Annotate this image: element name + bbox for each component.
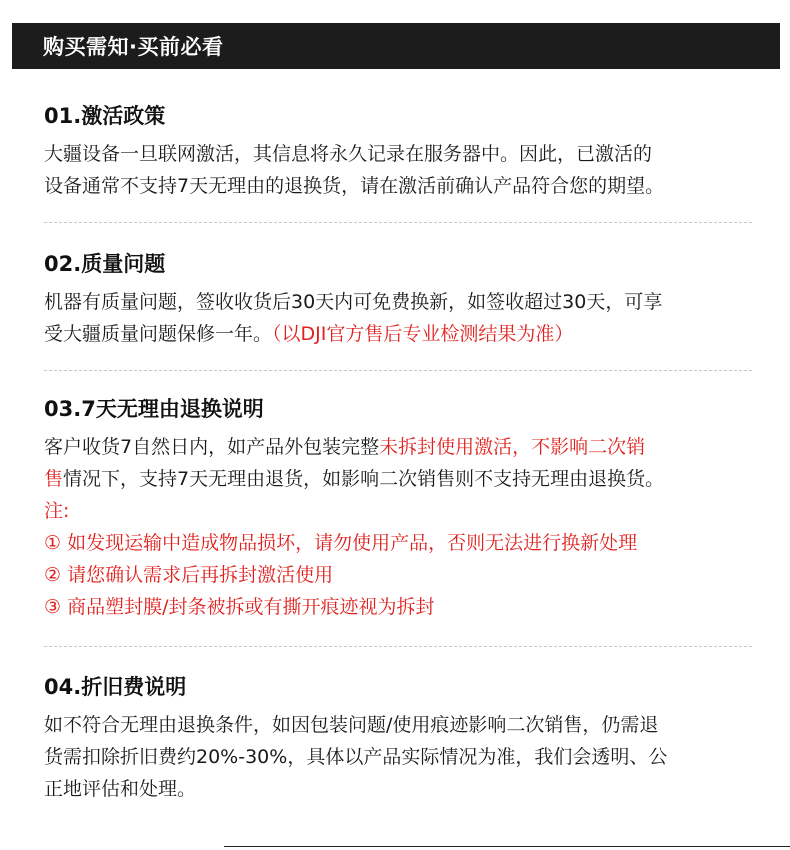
section-quality-issues [44, 250, 764, 350]
header-bar [12, 23, 780, 69]
section-text-line: 机器有质量问题，签收收货后30天内可免费换新，如签收超过30天，可享 [44, 291, 663, 313]
section-activation-policy [44, 102, 764, 202]
text-normal: 情况下，支持7天无理由退货，如影响二次销售则不支持无理由退换货。 [63, 468, 665, 490]
section-7day-return [44, 395, 764, 623]
section-divider [44, 646, 752, 647]
section-title: 04.折旧费说明 [44, 675, 187, 699]
section-divider [44, 222, 752, 223]
section-title: 02.质量问题 [44, 252, 166, 276]
section-text-line: 如不符合无理由退换条件，如因包装问题/使用痕迹影响二次销售，仍需退 [44, 714, 659, 736]
page-title: 购买需知·买前必看 [43, 35, 224, 59]
note-item: ③ 商品塑封膜/封条被拆或有撕开痕迹视为拆封 [44, 596, 435, 618]
note-item: ② 请您确认需求后再拆封激活使用 [44, 564, 334, 586]
section-text-line [44, 463, 764, 495]
section-text-line [44, 431, 764, 463]
text-normal: 受大疆质量问题保修一年。 [44, 323, 273, 345]
text-highlight-red: 售 [44, 468, 64, 490]
note-label: 注: [44, 500, 70, 522]
section-title: 03.7天无理由退换说明 [44, 397, 264, 421]
text-normal: 客户收货7自然日内，如产品外包装完整 [44, 436, 380, 458]
note-item: ① 如发现运输中造成物品损坏，请勿使用产品，否则无法进行换新处理 [44, 532, 638, 554]
section-depreciation-fee [44, 673, 764, 805]
section-title: 01.激活政策 [44, 104, 166, 128]
section-text-line: 设备通常不支持7天无理由的退换货，请在激活前确认产品符合您的期望。 [44, 175, 665, 197]
section-text-line: 正地评估和处理。 [44, 778, 197, 800]
section-text-line [44, 318, 764, 350]
section-divider [44, 370, 752, 371]
section-text-line: 货需扣除折旧费约20%-30%，具体以产品实际情况为准，我们会透明、公 [44, 746, 668, 768]
text-highlight-red: 未拆封使用激活，不影响二次销 [379, 436, 646, 458]
bottom-divider-line [224, 846, 790, 847]
section-text-line: 大疆设备一旦联网激活，其信息将永久记录在服务器中。因此，已激活的 [44, 143, 653, 165]
text-highlight-red: （以DJI官方售后专业检测结果为准） [272, 323, 574, 345]
